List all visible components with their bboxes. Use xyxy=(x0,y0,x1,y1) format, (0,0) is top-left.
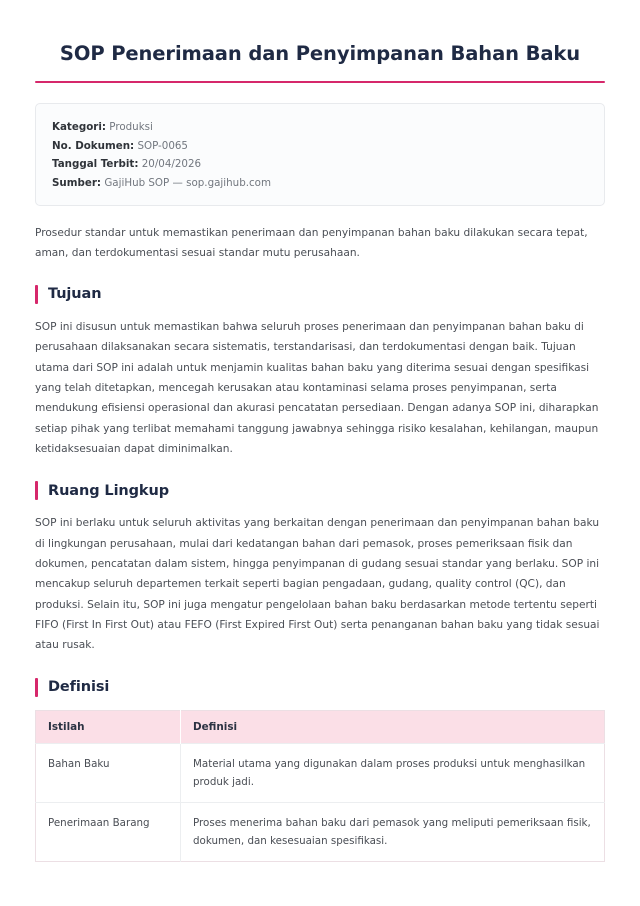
title-divider xyxy=(35,81,605,84)
table-row xyxy=(36,802,605,861)
section-title-ruang-lingkup: Ruang Lingkup xyxy=(48,482,169,499)
metadata-row-kategori xyxy=(52,118,588,137)
section-definisi xyxy=(35,678,605,862)
metadata-value-sumber: GajiHub SOP — sop.gajihub.com xyxy=(104,176,271,189)
document-summary: Prosedur standar untuk memastikan penerimaan dan penyimpanan bahan baku dilakukan secara tepat, aman, dan terdokumentasi sesuai standar mutu perusahaan. xyxy=(35,227,588,259)
section-title-definisi: Definisi xyxy=(48,678,110,695)
cell-definisi: Proses menerima bahan baku dari pemasok yang meliputi pemeriksaan fisik, dokumen, dan kesesuaian spesifikasi. xyxy=(181,802,605,861)
section-header-ruang-lingkup xyxy=(35,481,605,500)
metadata-value-no-dokumen: SOP-0065 xyxy=(137,139,188,152)
metadata-label-sumber: Sumber: xyxy=(52,176,102,189)
cell-definisi: Material utama yang digunakan dalam proses produksi untuk menghasilkan produk jadi. xyxy=(181,743,605,802)
section-accent-bar-icon xyxy=(35,678,38,697)
section-accent-bar-icon xyxy=(35,285,38,304)
metadata-label-tanggal-terbit: Tanggal Terbit: xyxy=(52,158,139,171)
metadata-row-no-dokumen xyxy=(52,137,588,156)
metadata-label-kategori: Kategori: xyxy=(52,121,107,134)
metadata-label-no-dokumen: No. Dokumen: xyxy=(52,139,135,152)
table-header-row xyxy=(36,710,605,743)
metadata-row-tanggal-terbit xyxy=(52,155,588,174)
metadata-value-tanggal-terbit: 20/04/2026 xyxy=(141,158,202,171)
section-title-tujuan: Tujuan xyxy=(48,286,102,303)
column-header-definisi: Definisi xyxy=(181,710,605,743)
definisi-table-body xyxy=(36,743,605,861)
section-header-tujuan xyxy=(35,285,605,304)
definisi-table xyxy=(35,710,605,862)
section-ruang-lingkup xyxy=(35,481,605,655)
metadata-value-kategori: Produksi xyxy=(109,121,153,134)
cell-istilah: Bahan Baku xyxy=(36,743,181,802)
section-body-tujuan: SOP ini disusun untuk memastikan bahwa seluruh proses penerimaan dan penyimpanan bahan baku di perusahaan dilaksanakan secara sistematis, terstandarisasi, dan terdokumentasi dengan baik. Tujuan utama dari SOP ini adalah untuk menjamin kualitas bahan baku yang diterima sesuai dengan spesifikasi yang telah ditetapkan, mencegah kerusakan atau kontaminasi selama proses penyimpanan, serta mendukung efisiensi operasional dan akurasi pencatatan persediaan. Dengan adanya SOP ini, diharapkan setiap pihak yang terlibat memahami tanggung jawabnya sehingga risiko kesalahan, kehilangan, maupun ketidaksesuaian dapat diminimalkan. xyxy=(35,320,599,455)
section-tujuan xyxy=(35,285,605,459)
metadata-row-sumber xyxy=(52,174,588,193)
page-title: SOP Penerimaan dan Penyimpanan Bahan Baku xyxy=(59,42,581,65)
table-row xyxy=(36,743,605,802)
cell-istilah: Penerimaan Barang xyxy=(36,802,181,861)
section-header-definisi xyxy=(35,678,605,697)
definisi-table-head xyxy=(36,710,605,743)
section-body-ruang-lingkup: SOP ini berlaku untuk seluruh aktivitas yang berkaitan dengan penerimaan dan penyimpanan bahan baku di lingkungan perusahaan, mulai dari kedatangan bahan dari pemasok, proses pemeriksaan fisik dan dokumen, pencatatan dalam sistem, hingga penyimpanan di gudang sesuai standar yang berlaku. SOP ini mencakup seluruh departemen terkait seperti bagian pengadaan, gudang, quality control (QC), dan produksi. Selain itu, SOP ini juga mengatur pengelolaan bahan baku berdasarkan metode tertentu seperti FIFO (First In First Out) atau FEFO (First Expired First Out) serta penanganan bahan baku yang tidak sesuai atau rusak. xyxy=(35,517,600,652)
document-metadata-box xyxy=(35,103,605,206)
section-accent-bar-icon xyxy=(35,481,38,500)
column-header-istilah: Istilah xyxy=(36,710,181,743)
